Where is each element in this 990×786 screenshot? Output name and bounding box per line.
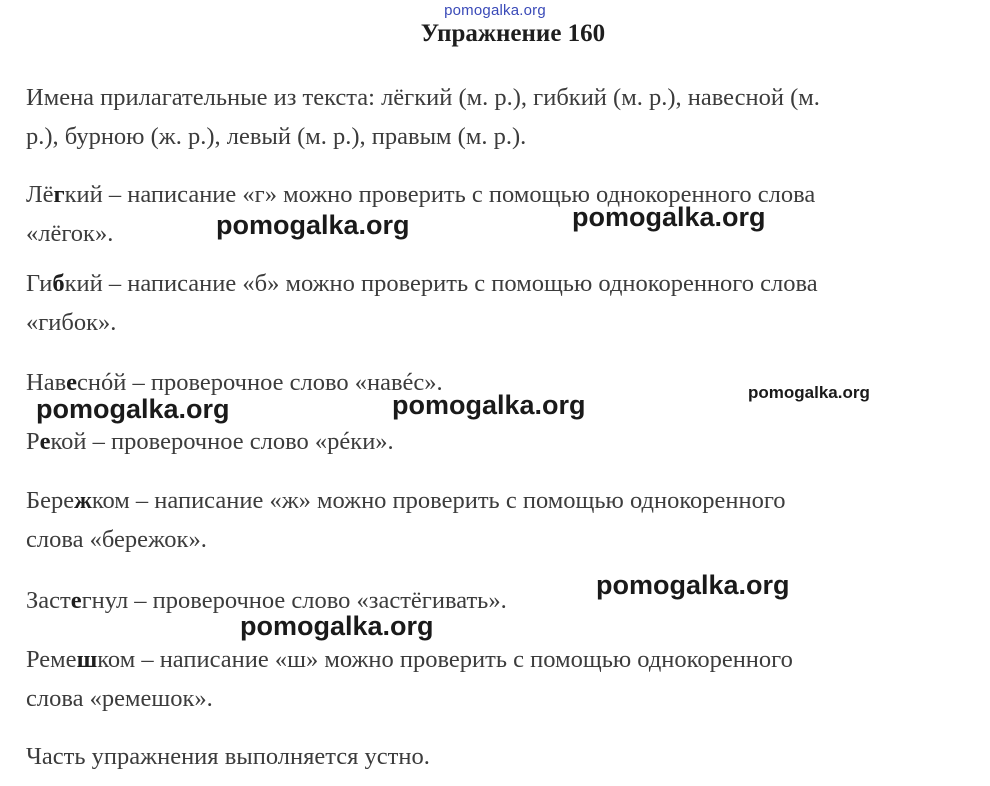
- paragraph-line: р.), бурною (ж. р.), левый (м. р.), правым (м. р.).: [26, 123, 527, 150]
- highlighted-letter: ж: [74, 487, 92, 514]
- highlighted-letter: ш: [76, 646, 98, 673]
- paragraph-line: «лёгок».: [26, 220, 114, 247]
- page-title: Упражнение 160: [420, 20, 606, 47]
- watermark: pomogalka.org: [36, 394, 230, 424]
- word-part: ком – написание «ж» можно проверить с помощью однокоренного: [91, 487, 786, 514]
- highlighted-letter: е: [39, 428, 51, 455]
- paragraph-line: слова «бережок».: [26, 526, 207, 553]
- paragraph-berezhkom: [26, 481, 976, 559]
- paragraph-line: [26, 264, 976, 303]
- word-part: Р: [26, 428, 40, 455]
- paragraph-line: Имена прилагательные из текста: лёгкий (м. р.), гибкий (м. р.), навесной (м.: [26, 84, 820, 111]
- word-part: Лё: [26, 181, 54, 208]
- paragraph-line: [26, 422, 976, 461]
- highlighted-letter: б: [52, 270, 65, 297]
- word-part: снóй – проверочное слово «навéс».: [77, 369, 443, 396]
- word-part: ком – написание «ш» можно проверить с помощью однокоренного: [97, 646, 793, 673]
- word-part: Заст: [26, 587, 71, 614]
- watermark: pomogalka.org: [572, 202, 766, 232]
- word-part: кой – проверочное слово «рéки».: [50, 428, 394, 455]
- paragraph-line: «гибок».: [26, 309, 117, 336]
- paragraph-line: слова «ремешок».: [26, 685, 213, 712]
- paragraph-zastegnul: [26, 581, 976, 620]
- watermark: pomogalka.org: [748, 383, 870, 402]
- watermark: pomogalka.org: [216, 210, 410, 240]
- watermark: pomogalka.org: [596, 570, 790, 600]
- paragraph-gibkiy: [26, 264, 976, 342]
- word-part: кий – написание «б» можно проверить с помощью однокоренного слова: [64, 270, 818, 297]
- paragraph-line: [26, 640, 976, 679]
- paragraph-rekoy: [26, 422, 976, 461]
- paragraph-oral-note: [26, 737, 976, 776]
- word-part: кий – написание «г» можно проверить с помощью однокоренного слова: [64, 181, 816, 208]
- paragraph-line: [26, 581, 976, 620]
- word-part: Бере: [26, 487, 75, 514]
- paragraph-line: [26, 175, 976, 214]
- paragraph-remeshkom: [26, 640, 976, 718]
- word-part: Реме: [26, 646, 77, 673]
- paragraph-line: Часть упражнения выполняется устно.: [26, 743, 430, 770]
- word-part: Нав: [26, 369, 67, 396]
- highlighted-letter: е: [66, 369, 78, 396]
- highlighted-letter: е: [70, 587, 82, 614]
- word-part: Ги: [26, 270, 53, 297]
- highlighted-letter: г: [53, 181, 65, 208]
- paragraph-adjectives: [26, 78, 976, 156]
- paragraph-legkiy: [26, 175, 976, 253]
- paragraph-line: [26, 481, 976, 520]
- top-watermark: pomogalka.org: [444, 2, 546, 19]
- watermark: pomogalka.org: [392, 390, 586, 420]
- word-part: гнул – проверочное слово «застёгивать».: [81, 587, 507, 614]
- watermark: pomogalka.org: [240, 611, 434, 641]
